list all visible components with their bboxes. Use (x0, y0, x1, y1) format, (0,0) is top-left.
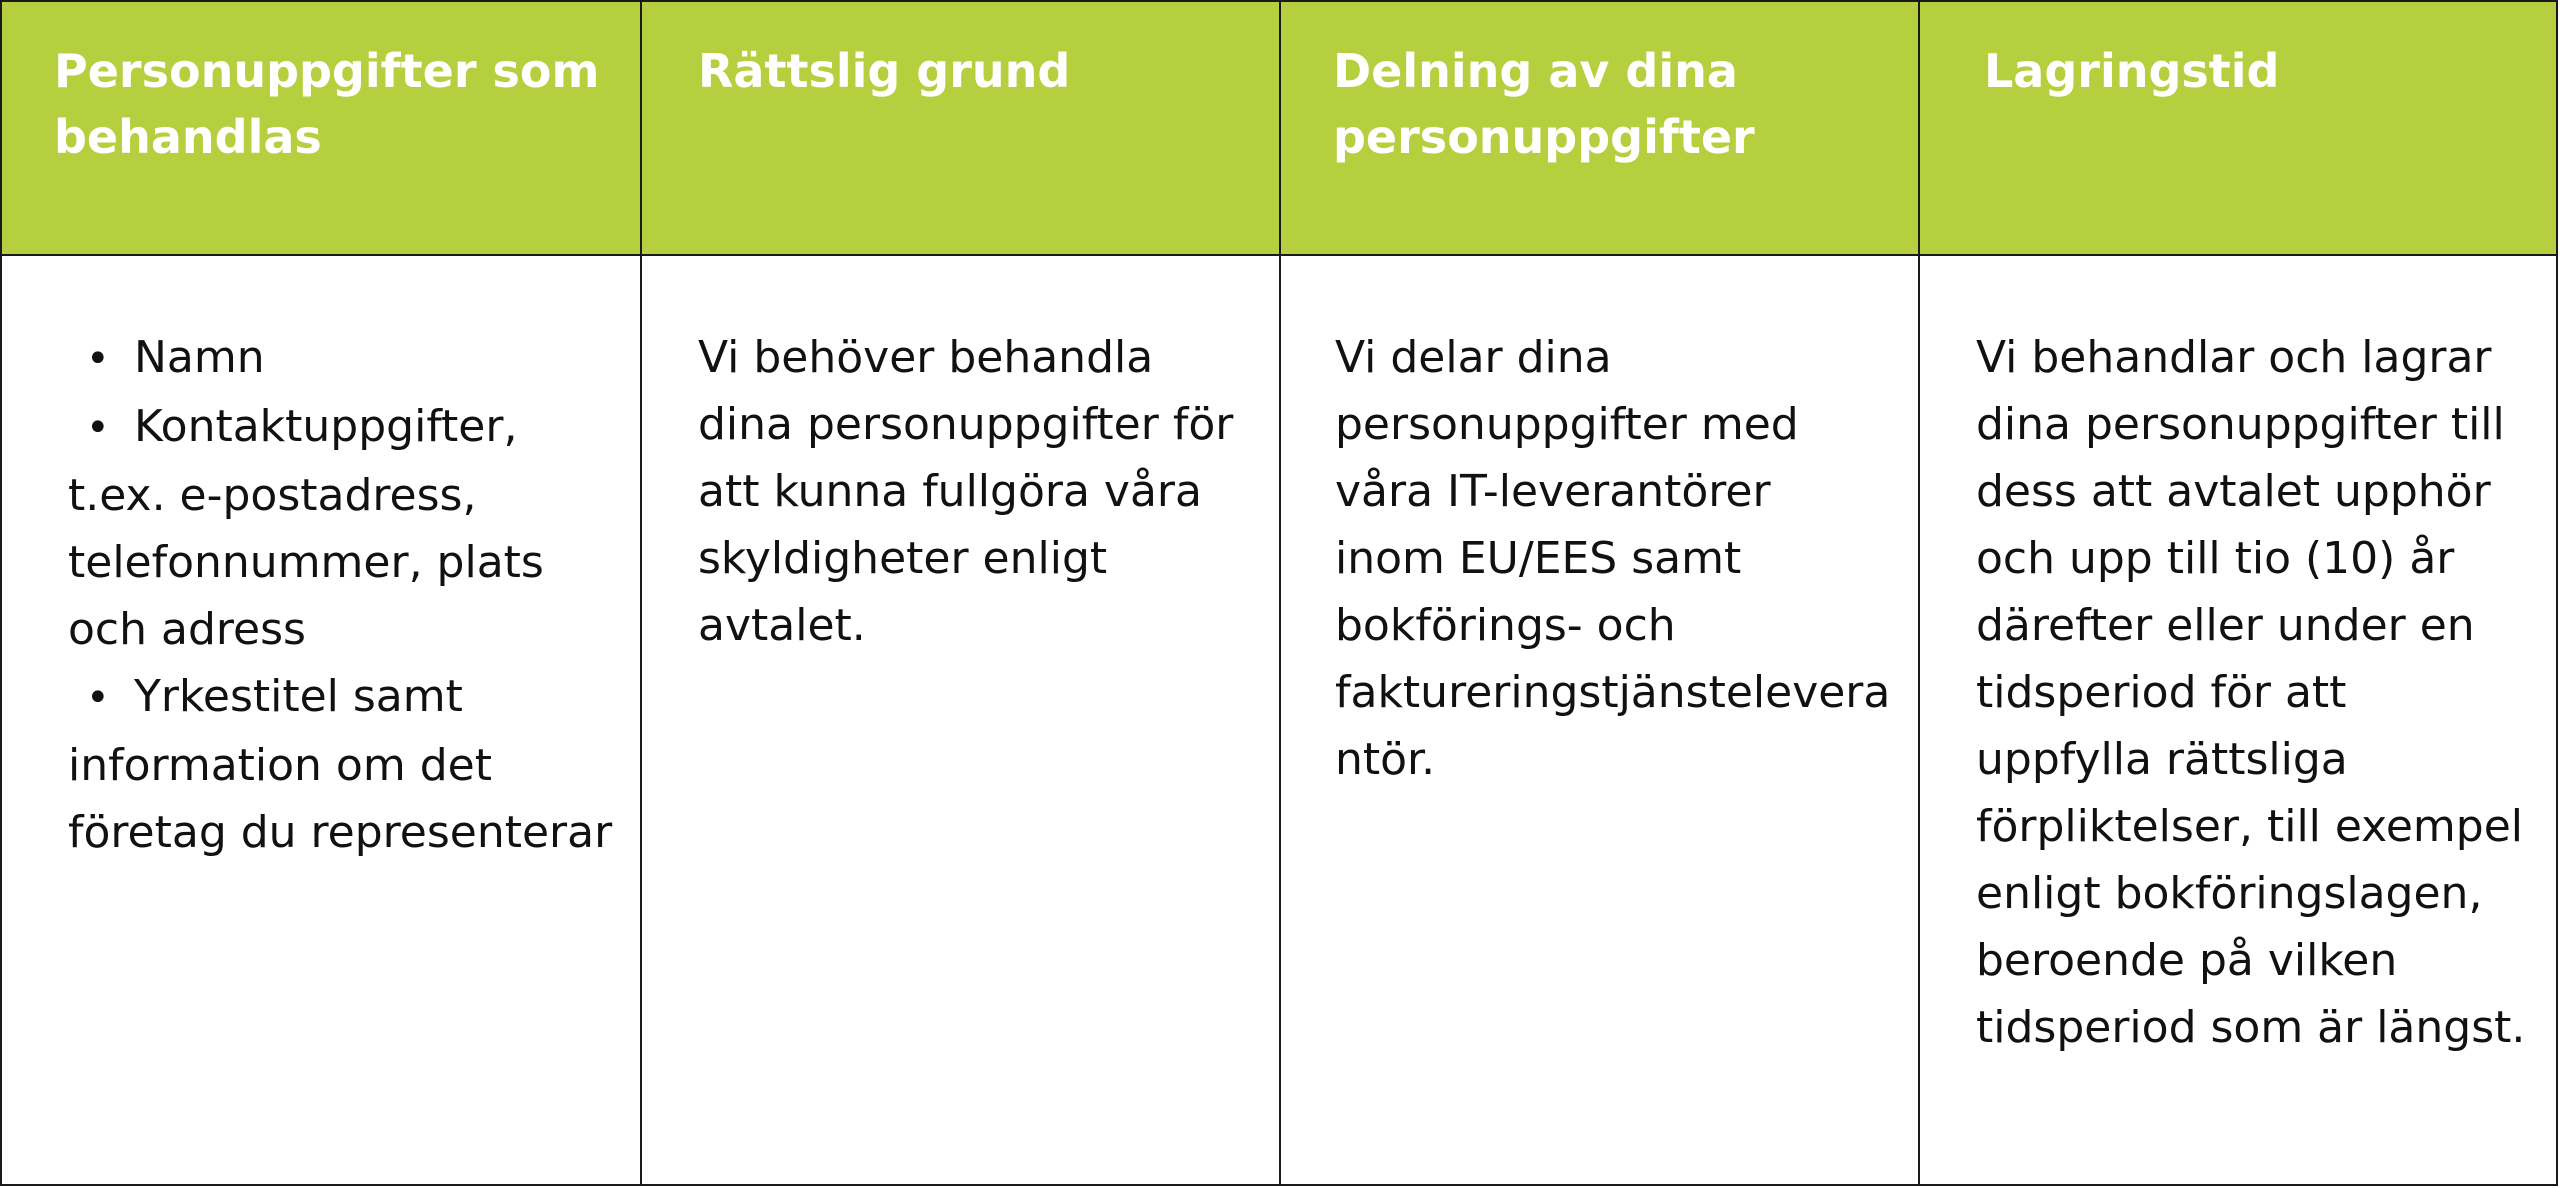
text-line: personuppgifter med (1335, 399, 1799, 450)
header-cell-data-processed (2, 2, 642, 256)
text-line: inom EU/EES samt (1335, 533, 1742, 584)
header-cell-legal-basis (642, 2, 1281, 256)
header-cell-retention-period (1920, 2, 2556, 256)
header-line: Personuppgifter som (54, 44, 600, 98)
header-line: Lagringstid (1984, 44, 2280, 98)
list-item (68, 663, 630, 866)
text-line: Vi delar dina (1335, 332, 1612, 383)
bullet-icon: • (86, 405, 110, 451)
body-cell-data-sharing (1281, 256, 1920, 1184)
text-line: Vi behandlar och lagrar (1976, 332, 2492, 383)
list-item (68, 324, 630, 393)
data-sharing-text (1281, 324, 1918, 793)
data-list (2, 324, 640, 866)
text-line: bokförings- och (1335, 600, 1676, 651)
list-item-text: Kontaktuppgifter, (134, 401, 518, 452)
text-line: tidsperiod för att (1976, 667, 2347, 718)
text-line: enligt bokföringslagen, (1976, 868, 2483, 919)
header-line: behandlas (54, 110, 322, 164)
text-line: beroende på vilken (1976, 935, 2398, 986)
text-line: därefter eller under en (1976, 600, 2475, 651)
text-line: faktureringstjänstelevera (1335, 667, 1891, 718)
list-item (68, 393, 630, 663)
text-line: och upp till tio (10) år (1976, 533, 2455, 584)
body-cell-data-processed (2, 256, 642, 1184)
text-line: Vi behöver behandla (698, 332, 1154, 383)
list-item-text: Namn (134, 332, 265, 383)
header-line: personuppgifter (1333, 110, 1755, 164)
list-item-text: t.ex. e-postadress, (68, 470, 477, 521)
text-line: dina personuppgifter till (1976, 399, 2505, 450)
header-line: Rättslig grund (698, 44, 1071, 98)
text-line: skyldigheter enligt (698, 533, 1108, 584)
text-line: att kunna fullgöra våra (698, 466, 1202, 517)
body-cell-retention-period (1920, 256, 2556, 1184)
text-line: ntör. (1335, 734, 1436, 785)
legal-basis-text (642, 324, 1279, 659)
header-cell-data-sharing (1281, 2, 1920, 256)
list-item-text: och adress (68, 604, 306, 655)
text-line: dess att avtalet upphör (1976, 466, 2491, 517)
text-line: dina personuppgifter för (698, 399, 1234, 450)
bullet-icon: • (86, 675, 110, 721)
text-line: förpliktelser, till exempel (1976, 801, 2524, 852)
text-line: avtalet. (698, 600, 866, 651)
bullet-icon: • (86, 336, 110, 382)
text-line: våra IT-leverantörer (1335, 466, 1771, 517)
list-item-text: företag du representerar (68, 807, 613, 858)
header-line: Delning av dina (1333, 44, 1738, 98)
text-line: tidsperiod som är längst. (1976, 1002, 2526, 1053)
list-item-text: information om det (68, 740, 492, 791)
list-item-text: Yrkestitel samt (134, 671, 463, 722)
list-item-text: telefonnummer, plats (68, 537, 544, 588)
text-line: uppfylla rättsliga (1976, 734, 2348, 785)
body-cell-legal-basis (642, 256, 1281, 1184)
retention-text (1920, 324, 2556, 1061)
